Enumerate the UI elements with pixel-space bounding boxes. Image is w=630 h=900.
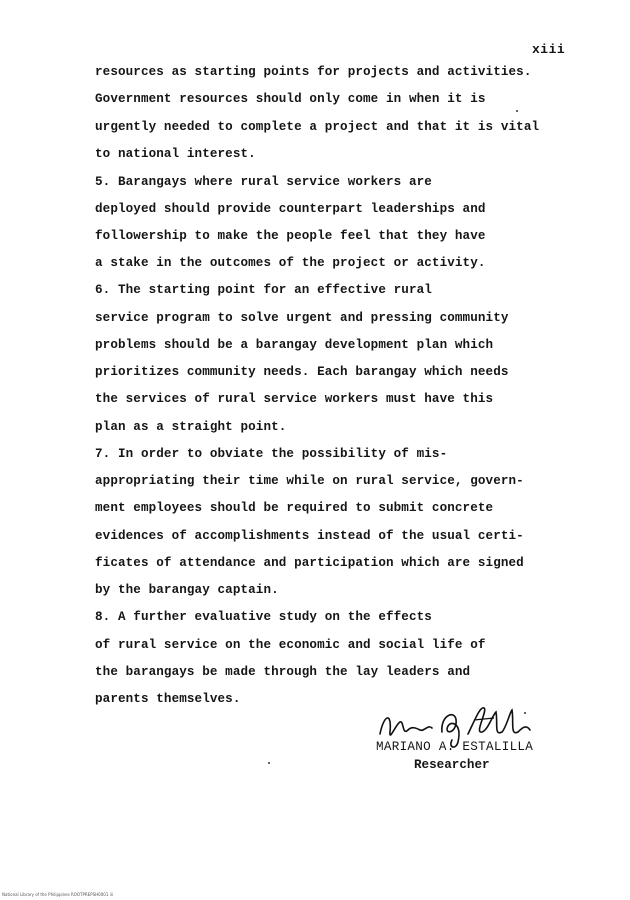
- scan-speck: [516, 110, 518, 112]
- text-line: the barangays be made through the lay leaders and: [95, 665, 471, 679]
- text-line: service program to solve urgent and pressing community: [95, 311, 509, 325]
- text-line: deployed should provide counterpart leaderships and: [95, 202, 486, 216]
- text-line: by the barangay captain.: [95, 583, 279, 597]
- text-line: of rural service on the economic and social life of: [95, 638, 486, 652]
- text-line: resources as starting points for projects and activities.: [95, 65, 532, 79]
- text-line: the services of rural service workers must have this: [95, 392, 494, 406]
- text-line: 8. A further evaluative study on the effects: [95, 610, 432, 624]
- text-line: 6. The starting point for an effective rural: [95, 283, 432, 297]
- text-line: ficates of attendance and participation which are signed: [95, 556, 524, 570]
- text-line: Government resources should only come in when it is: [95, 92, 486, 106]
- text-line: problems should be a barangay development plan which: [95, 338, 494, 352]
- text-line: followership to make the people feel that they have: [95, 229, 486, 243]
- text-line: appropriating their time while on rural service, govern-: [95, 474, 524, 488]
- scan-speck: [268, 762, 270, 764]
- text-line: to national interest.: [95, 147, 256, 161]
- scan-speck: [524, 712, 526, 714]
- text-line: plan as a straight point.: [95, 420, 287, 434]
- signature-block: [370, 694, 570, 784]
- text-line: evidences of accomplishments instead of the usual certi-: [95, 529, 524, 543]
- text-line: parents themselves.: [95, 692, 241, 706]
- page-number: xiii: [532, 42, 566, 57]
- signatory-title: Researcher: [414, 758, 490, 772]
- text-line: 5. Barangays where rural service workers are: [95, 175, 432, 189]
- text-line: 7. In order to obviate the possibility of mis-: [95, 447, 448, 461]
- scan-footer: National Library of the Philippines ROOTPREPSH0001 iii: [2, 892, 113, 897]
- text-line: prioritizes community needs. Each barangay which needs: [95, 365, 509, 379]
- text-line: ment employees should be required to submit concrete: [95, 501, 494, 515]
- signatory-name: MARIANO A. ESTALILLA: [376, 740, 534, 754]
- text-line: a stake in the outcomes of the project or activity.: [95, 256, 486, 270]
- text-line: urgently needed to complete a project and that it is vital: [95, 120, 540, 134]
